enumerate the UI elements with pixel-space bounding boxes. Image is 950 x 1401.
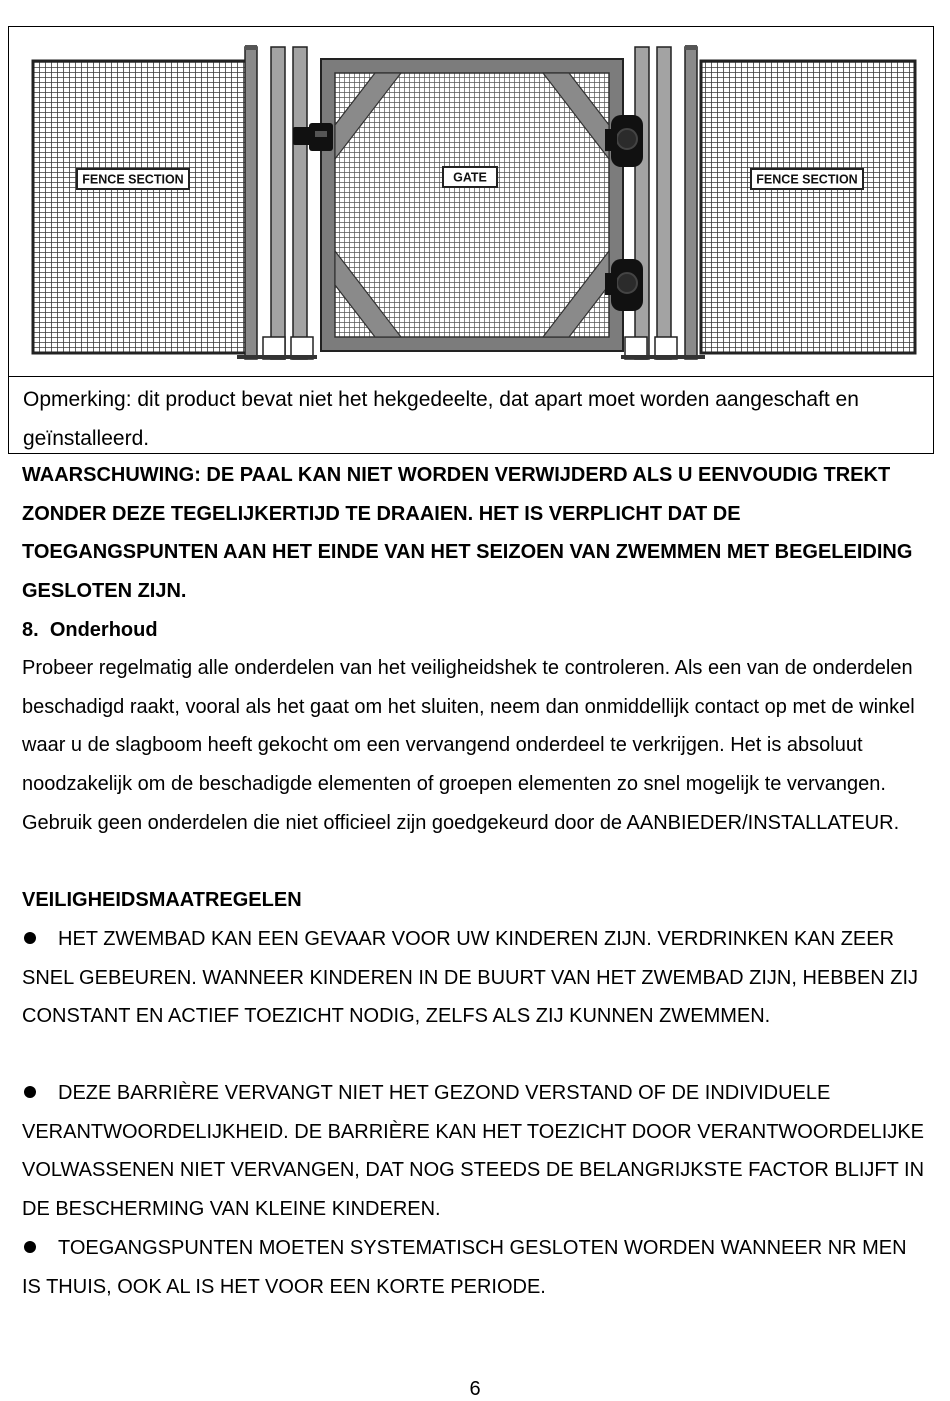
fence-section-label-left: FENCE SECTION [82,172,184,187]
maintenance-body: Probeer regelmatig alle onderdelen van het veiligheidshek te controleren. Als een van de onderdelen beschadigd raakt, vooral als het gaat om het sluiten, neem dan onmiddellijk contact op met de winkel waar u de slagboom heeft gekocht om een vervangend onderdeel te verkrijgen. Het is absoluut noodzakelijk om de beschadigde elementen of groepen elementen zo snel mogelijk te vervangen. Gebruik geen onderdelen die niet officieel zijn goedgekeurd door de AANBIEDER/INSTALLATEUR. [22,657,915,834]
warning-text: WAARSCHUWING: DE PAAL KAN NIET WORDEN VERWIJDERD ALS U EENVOUDIG TREKT ZONDER DEZE TEGELIJKERTIJD TE DRAAIEN. HET IS VERPLICHT DAT DE TOEGANGSPUNTEN AAN HET EINDE VAN HET SEIZOEN VAN ZWEMMEN MET BEGELEIDING GESLOTEN ZIJN. [22,464,913,603]
note-text: Opmerking: dit product bevat niet het hekgedeelte, dat apart moet worden aangeschaft en geïnstalleerd. [23,388,859,450]
bullet-icon [24,1086,36,1098]
fence-section-right [701,61,915,353]
figure-frame [8,26,934,454]
page-number: 6 [469,1378,481,1400]
section-heading-safety: VEILIGHEIDSMAATREGELEN [22,889,302,911]
gate-label: GATE [453,170,487,185]
section-title: Onderhoud [49,619,158,641]
safety-bullet [22,1229,926,1306]
safety-bullet-text: DEZE BARRIÈRE VERVANGT NIET HET GEZOND VERSTAND OF DE INDIVIDUELE VERANTWOORDELIJKHEID. DE BARRIÈRE KAN HET TOEZICHT DOOR VERANTWOORDELIJKE VOLWASSENEN NIET VERVANGEN, DAT NOG STEEDS DE BELANGRIJKSTE FACTOR BLIJFT IN DE BESCHERMING VAN KLEINE KINDEREN. [22,1082,925,1221]
bullet-icon [24,1241,36,1253]
gate [321,59,623,351]
posts-left [237,45,317,359]
safety-bullet-text: HET ZWEMBAD KAN EEN GEVAAR VOOR UW KINDEREN ZIJN. VERDRINKEN KAN ZEER SNEL GEBEUREN. WANNEER KINDEREN IN DE BUURT VAN HET ZWEMBAD ZIJN, HEBBEN ZIJ CONSTANT EN ACTIEF TOEZICHT NODIG, ZELFS ALS ZIJ KUNNEN ZWEMMEN. [22,928,919,1028]
bullet-icon [24,932,36,944]
fence-section-label-right: FENCE SECTION [756,172,858,187]
section-number: 8. [22,619,39,641]
section-heading-maintenance [22,611,926,650]
fence-gate-illustration [9,27,933,377]
safety-bullet-text: TOEGANGSPUNTEN MOETEN SYSTEMATISCH GESLOTEN WORDEN WANNEER NR MEN IS THUIS, OOK AL IS HET VOOR EEN KORTE PERIODE. [22,1237,907,1298]
safety-bullet [22,920,926,1036]
posts-right [621,45,705,359]
note-panel [9,376,933,453]
safety-bullet [22,1074,926,1229]
fence-section-left [33,61,247,353]
